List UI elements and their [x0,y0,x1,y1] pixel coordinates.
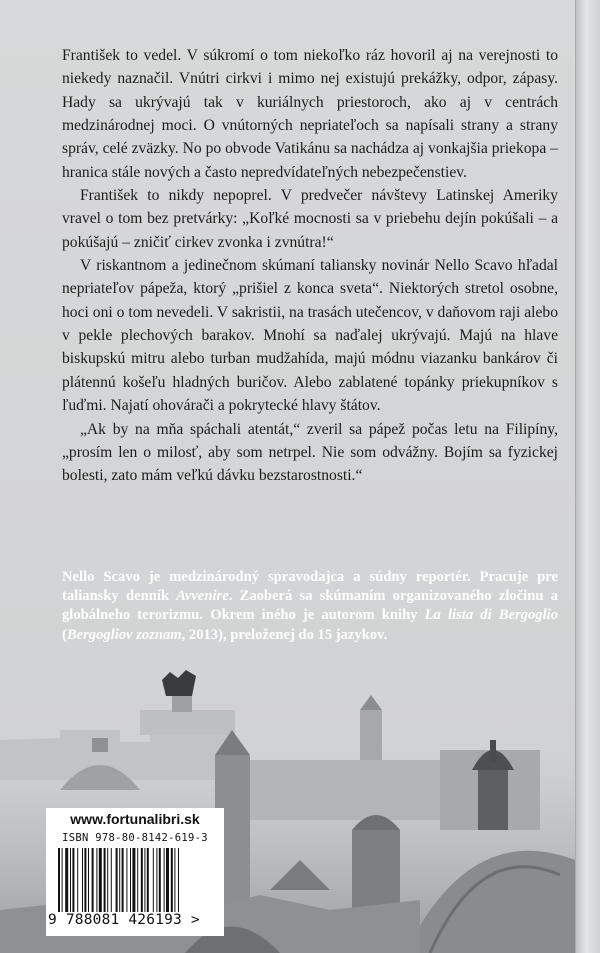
bio-book-title-sk: Bergogliov zoznam [66,626,182,643]
blurb-text [62,44,558,488]
blurb-paragraph-4: „Ak by na mňa spáchali atentát,“ zveril sa pápež počas letu na Filipíny, „prosím len o milosť, aby som netrpel. Nie som odvážny. Bojím sa fyzickej bolesti, zato mám veľkú dávku bezstarostnosti.“ [62,420,558,485]
barcode-digits: 9 788081 426193 > [48,912,200,928]
blurb-paragraph-1: František to vedel. V súkromí o tom niekoľko ráz hovoril aj na verejnosti to niekedy naznačil. Vnútri cirkvi i mimo nej existujú prekážky, odpor, zápasy. Hady sa ukrývajú tak v kuriálnych priestoroch, ako aj v centrách medzinárodnej moci. O vnútorných nepriateľoch sa napísali strany a strany správ, celé zväzky. No po obvode Vatikánu sa nachádza aj vonkajšia priekopa – hranica stále nových a často nepredvídateľných nebezpečenstiev. [62,47,558,181]
blurb-paragraph-3: V riskantnom a jedinečnom skúmaní taliansky novinár Nello Scavo hľadal nepriateľov pápeža, ktorý „prišiel z konca sveta“. Niektorých stretol osobne, hoci oni o tom nevedeli. V sakristii, na trasách utečencov, v daňovom raji alebo v pekle plechových barakov. Mnohí sa naďalej ukrývajú. Majú na hlave biskupskú mitru alebo turban mudžahída, majú módnu viazanku bankárov či plátennú košeľu hladných buričov. Alebo zablatené topánky priekupníkov s ľuďmi. Najatí ohovárači a pokrytecké hlavy štátov. [62,257,558,415]
book-spine-edge [575,0,600,953]
publisher-website: www.fortunalibri.sk [70,811,200,827]
bio-newspaper: Avvenire [176,588,229,605]
barcode-panel [46,808,224,936]
author-bio [62,568,558,645]
bio-text-4: , 2013), preloženej do 15 jazykov. [181,626,388,643]
bio-text-3: ( [62,626,67,643]
bio-book-title: La lista di Bergoglio [424,607,558,624]
blurb-paragraph-2: František to nikdy nepoprel. V predvečer návštevy Latinskej Ameriky vravel o tom bez pretvárky: „Koľké mocnosti sa v priebehu dejín pokúšali – a pokúšajú – zničiť cirkev zvonka i zvnútra!“ [62,187,558,251]
barcode-icon [58,848,216,912]
bio-text-2: . Zaoberá sa skúmaním organizovaného zločinu a globálneho terorizmu. Okrem iného je autorom knihy [62,588,558,624]
bio-text-1: Nello Scavo je medzinárodný spravodajca a súdny reportér. Pracuje pre taliansky denník [62,569,558,605]
isbn-label: ISBN 978-80-8142-619-3 [62,832,208,844]
